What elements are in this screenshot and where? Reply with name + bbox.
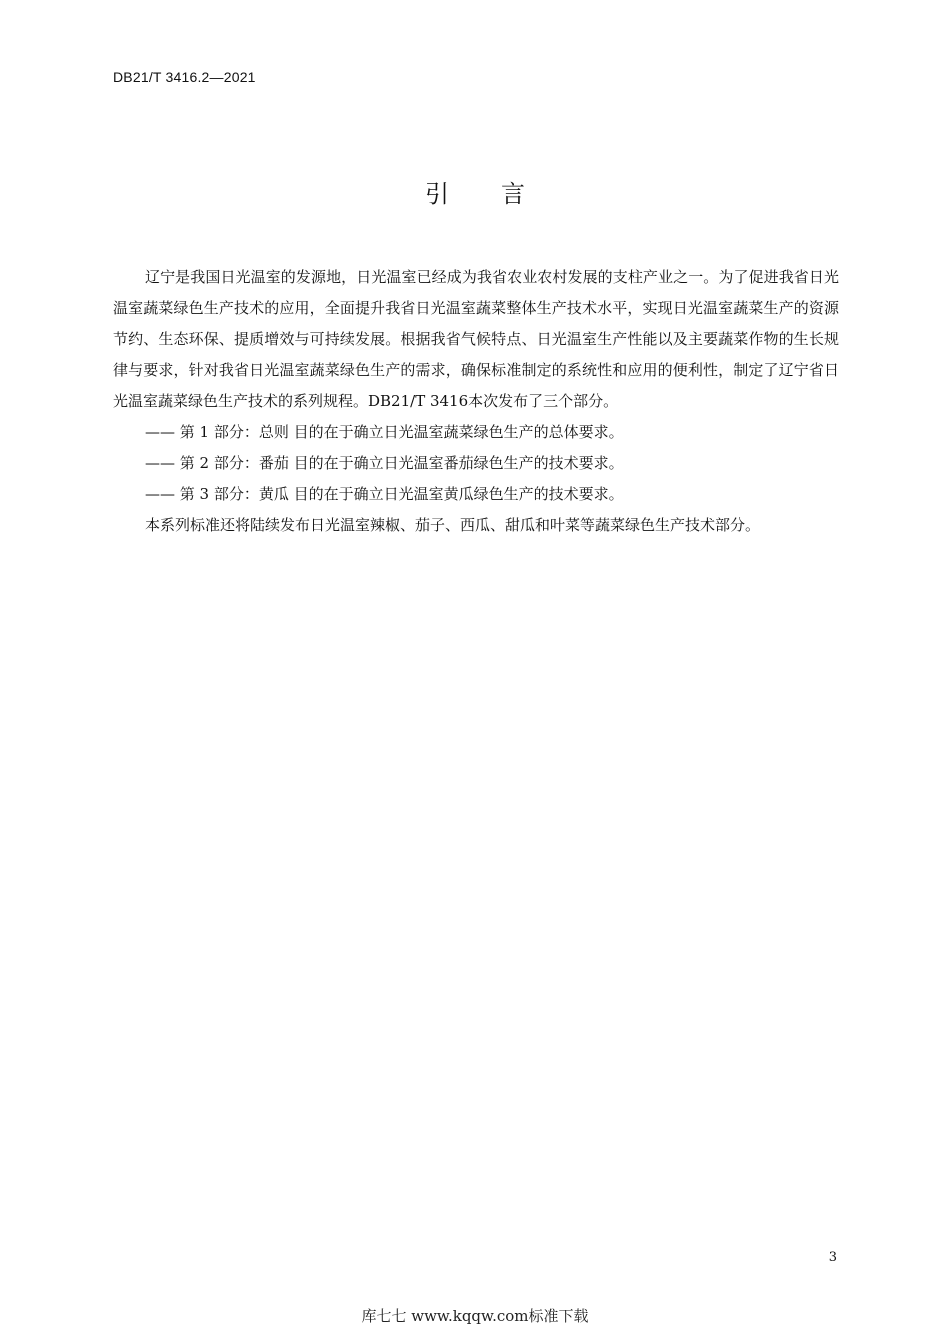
part-description: 目的在于确立日光温室蔬菜绿色生产的总体要求。 [293, 423, 624, 441]
part-description: 目的在于确立日光温室番茄绿色生产的技术要求。 [293, 454, 624, 472]
list-item-part-2 [113, 448, 839, 479]
list-dash: —— [145, 454, 175, 472]
part-description: 目的在于确立日光温室黄瓜绿色生产的技术要求。 [293, 485, 624, 503]
intro-paragraph: 辽宁是我国日光温室的发源地，日光温室已经成为我省农业农村发展的支柱产业之一。为了促进我省日光温室蔬菜绿色生产技术的应用，全面提升我省日光温室蔬菜整体生产技术水平，实现日光温室蔬菜生产的资源节约、生态环保、提质增效与可持续发展。根据我省气候特点、日光温室生产性能以及主要蔬菜作物的生长规律与要求，针对我省日光温室蔬菜绿色生产的需求，确保标准制定的系统性和应用的便利性，制定了辽宁省日光温室蔬菜绿色生产技术的系列规程。DB21/T 3416本次发布了三个部分。 [113, 268, 839, 410]
list-item-part-1 [113, 417, 839, 448]
document-code: DB21/T 3416.2—2021 [113, 69, 256, 85]
watermark-text: 库七七 www.kqqw.com标准下载 [361, 1307, 589, 1325]
list-dash: —— [145, 485, 175, 503]
document-body [113, 262, 839, 541]
page-number: 3 [828, 1250, 837, 1265]
part-label: 第 3 部分：黄瓜 [179, 485, 289, 503]
page-title: 引言 [425, 180, 577, 208]
closing-paragraph: 本系列标准还将陆续发布日光温室辣椒、茄子、西瓜、甜瓜和叶菜等蔬菜绿色生产技术部分。 [145, 516, 761, 534]
part-label: 第 1 部分：总则 [179, 423, 289, 441]
list-item-part-3 [113, 479, 839, 510]
list-dash: —— [145, 423, 175, 441]
part-label: 第 2 部分：番茄 [179, 454, 289, 472]
